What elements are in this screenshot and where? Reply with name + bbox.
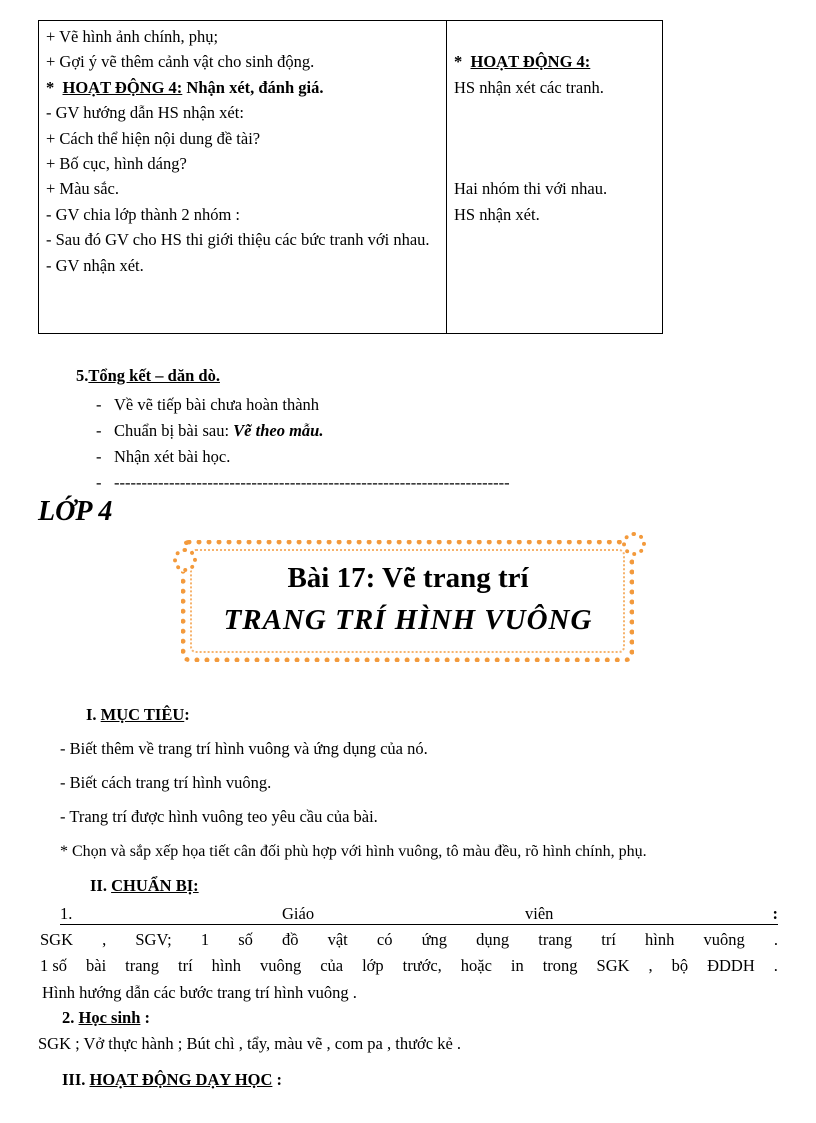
section-3-heading: III. HOẠT ĐỘNG DẠY HỌC : <box>62 1070 283 1089</box>
student-line: HS nhận xét. <box>454 204 540 224</box>
teacher-line: - GV hướng dẫn HS nhận xét: <box>46 103 244 123</box>
section-2-heading: II. CHUẨN BỊ: <box>90 876 199 895</box>
teacher-line: + Màu sắc. <box>46 179 119 199</box>
teacher-line: + Cách thể hiện nội dung đề tài? <box>46 128 261 148</box>
activity-heading: * HOẠT ĐỘNG 4: <box>454 52 591 72</box>
list-item: - Nhận xét bài học. <box>96 447 231 466</box>
student-line: HS nhận xét các tranh. <box>454 77 604 97</box>
student-materials-line: SGK ; Vở thực hành ; Bút chì , tẩy, màu vẽ , com pa , thước kẻ . <box>38 1034 462 1053</box>
lesson-title: Bài 17: Vẽ trang trí <box>287 562 529 594</box>
teacher-line: - GV nhận xét. <box>46 255 144 275</box>
teacher-line: + Vẽ hình ảnh chính, phụ; <box>46 27 219 46</box>
teacher-line: + Bố cục, hình dáng? <box>46 153 187 173</box>
objective-item: - Trang trí được hình vuông teo yêu cầu của bài. <box>60 807 378 826</box>
summary-list <box>96 392 510 496</box>
teacher-materials-line: SGK , SGV; 1 số đồ vật có ứng dụng trang trí hình vuông . <box>40 930 778 949</box>
lesson-title-frame <box>181 540 634 662</box>
teacher-activity-cell <box>39 21 447 334</box>
objective-item: - Biết cách trang trí hình vuông. <box>60 773 272 792</box>
objective-item: * Chọn và sắp xếp họa tiết cân đối phù hợp với hình vuông, tô màu đều, rõ hình chính, phụ. <box>60 843 647 860</box>
teacher-line: + Gợi ý vẽ thêm cảnh vật cho sinh động. <box>46 52 315 72</box>
activity-table <box>38 20 663 334</box>
lesson-subtitle: TRANG TRÍ HÌNH VUÔNG <box>223 604 593 636</box>
teacher-materials-line: Hình hướng dẫn các bước trang trí hình vuông . <box>42 983 357 1002</box>
list-item: - Về vẽ tiếp bài chưa hoàn thành <box>96 395 320 414</box>
activity-heading: * HOẠT ĐỘNG 4: Nhận xét, đánh giá. <box>46 77 324 97</box>
list-item: - ------------------------------------------------------------------------ <box>96 473 510 492</box>
grade-heading: LỚP 4 <box>38 496 113 527</box>
scroll-curl-icon <box>622 532 646 556</box>
list-item: - Chuẩn bị bài sau: Vẽ theo mẫu. <box>96 421 324 440</box>
summary-heading: 5.Tổng kết – dăn dò. <box>76 366 220 385</box>
teacher-line: - GV chia lớp thành 2 nhóm : <box>46 204 241 224</box>
student-heading: 2. Học sinh : <box>62 1008 151 1027</box>
student-activity-cell <box>447 21 663 334</box>
teacher-line: - Sau đó GV cho HS thi giới thiệu các bức tranh với nhau. <box>46 230 430 250</box>
section-1-heading: I. MỤC TIÊU: <box>86 705 190 724</box>
objective-item: - Biết thêm về trang trí hình vuông và ứng dụng của nó. <box>60 739 428 758</box>
student-line: Hai nhóm thi với nhau. <box>454 179 608 199</box>
teacher-heading-line: 1. Giáo viên : <box>60 904 778 923</box>
teacher-materials-line: 1 số bài trang trí hình vuông của lớp trước, hoặc in trong SGK , bộ ĐDDH . <box>40 956 778 975</box>
